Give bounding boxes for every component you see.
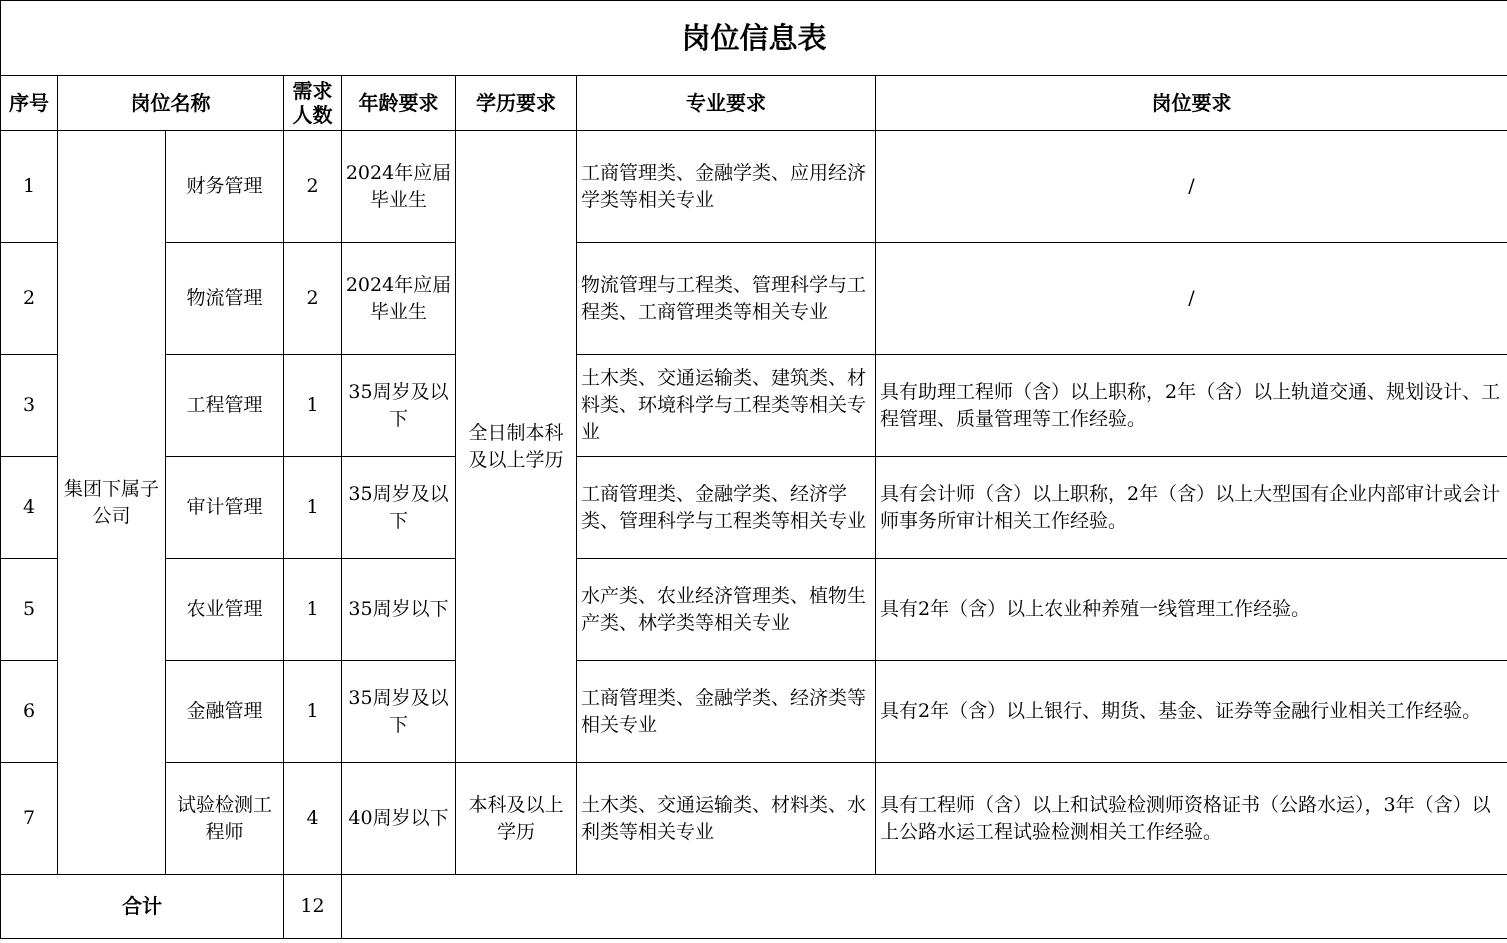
row-major: 工商管理类、金融学类、经济学类、管理科学与工程类等相关专业 [577,457,876,559]
row-seq: 5 [1,559,58,661]
table-row [1,355,1507,457]
total-empty [342,875,1507,939]
row-major: 土木类、交通运输类、材料类、水利类等相关专业 [577,763,876,875]
row-seq: 2 [1,243,58,355]
row-name: 试验检测工程师 [166,763,284,875]
row-education: 本科及以上学历 [456,763,577,875]
row-req: 具有会计师（含）以上职称，2年（含）以上大型国有企业内部审计或会计师事务所审计相关工作经验。 [876,457,1507,559]
row-name: 财务管理 [166,131,284,243]
row-age: 35周岁及以下 [342,355,456,457]
row-seq: 1 [1,131,58,243]
header-major: 专业要求 [577,76,876,131]
header-position: 岗位名称 [58,76,284,131]
row-major: 工商管理类、金融学类、经济类等相关专业 [577,661,876,763]
table-row [1,131,1507,243]
header-demand: 需求 人数 [284,76,342,131]
row-count: 1 [284,355,342,457]
row-req: 具有2年（含）以上银行、期货、基金、证券等金融行业相关工作经验。 [876,661,1507,763]
row-name: 审计管理 [166,457,284,559]
total-count: 12 [284,875,342,939]
row-age: 2024年应届毕业生 [342,131,456,243]
row-seq: 6 [1,661,58,763]
row-count: 2 [284,131,342,243]
total-row [1,875,1507,939]
row-seq: 4 [1,457,58,559]
row-count: 4 [284,763,342,875]
row-age: 35周岁及以下 [342,457,456,559]
row-name: 工程管理 [166,355,284,457]
row-req: / [876,131,1507,243]
row-name: 物流管理 [166,243,284,355]
header-seq: 序号 [1,76,58,131]
row-seq: 3 [1,355,58,457]
table-row [1,457,1507,559]
row-age: 35周岁以下 [342,559,456,661]
group-cell: 集团下属子公司 [58,131,166,875]
row-seq: 7 [1,763,58,875]
row-req: / [876,243,1507,355]
header-requirement: 岗位要求 [876,76,1507,131]
row-age: 40周岁以下 [342,763,456,875]
row-name: 农业管理 [166,559,284,661]
row-major: 土木类、交通运输类、建筑类、材料类、环境科学与工程类等相关专业 [577,355,876,457]
row-count: 1 [284,457,342,559]
row-major: 物流管理与工程类、管理科学与工程类、工商管理类等相关专业 [577,243,876,355]
header-education: 学历要求 [456,76,577,131]
row-name: 金融管理 [166,661,284,763]
row-req: 具有助理工程师（含）以上职称，2年（含）以上轨道交通、规划设计、工程管理、质量管理等工作经验。 [876,355,1507,457]
row-count: 1 [284,559,342,661]
row-count: 1 [284,661,342,763]
row-age: 2024年应届毕业生 [342,243,456,355]
table-row [1,559,1507,661]
row-major: 工商管理类、金融学类、应用经济学类等相关专业 [577,131,876,243]
table-row [1,661,1507,763]
row-major: 水产类、农业经济管理类、植物生产类、林学类等相关专业 [577,559,876,661]
row-count: 2 [284,243,342,355]
total-label: 合计 [1,875,284,939]
table-row [1,243,1507,355]
row-req: 具有2年（含）以上农业种养殖一线管理工作经验。 [876,559,1507,661]
row-req: 具有工程师（含）以上和试验检测师资格证书（公路水运），3年（含）以上公路水运工程试验检测相关工作经验。 [876,763,1507,875]
table-title: 岗位信息表 [1,1,1507,76]
header-age: 年龄要求 [342,76,456,131]
table-row [1,763,1507,875]
row-age: 35周岁及以下 [342,661,456,763]
education-shared-cell: 全日制本科及以上学历 [456,131,577,763]
